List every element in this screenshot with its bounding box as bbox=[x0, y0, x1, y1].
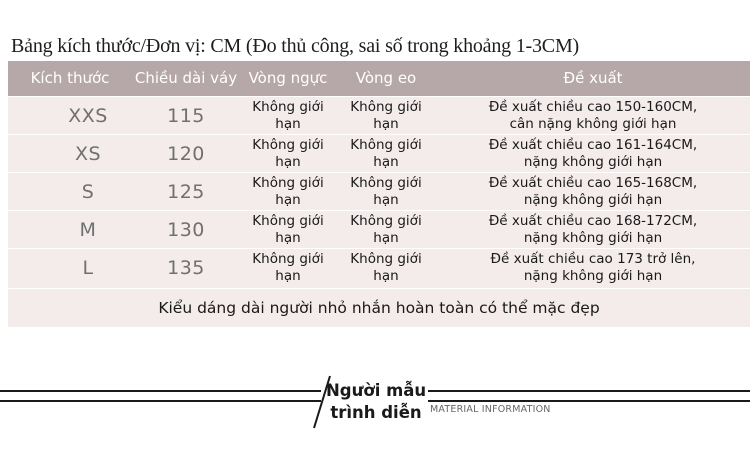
size-value: XS bbox=[74, 142, 102, 165]
table-header bbox=[8, 61, 750, 96]
length-value: 115 bbox=[167, 104, 205, 127]
section-heading-line2: trình diễn bbox=[330, 403, 422, 422]
header-dress-length: Chiều dài váy bbox=[134, 69, 238, 87]
waist-value: Không giới hạn bbox=[350, 213, 422, 246]
size-value: M bbox=[79, 218, 97, 241]
recommendation-value: Đề xuất chiều cao 150-160CM, cân nặng không giới hạn bbox=[488, 99, 698, 132]
bust-value: Không giới hạn bbox=[252, 137, 324, 170]
size-value: L bbox=[82, 256, 94, 279]
divider-right bbox=[428, 390, 750, 402]
table-row bbox=[8, 96, 750, 135]
divider-left bbox=[0, 390, 321, 402]
length-value: 130 bbox=[167, 218, 205, 241]
recommendation-value: Đề xuất chiều cao 168-172CM, nặng không giới hạn bbox=[488, 213, 698, 246]
recommendation-value: Đề xuất chiều cao 173 trở lên, nặng không giới hạn bbox=[490, 251, 696, 284]
table-note: Kiểu dáng dài người nhỏ nhắn hoàn toàn có thể mặc đẹp bbox=[8, 288, 750, 328]
size-value: XXS bbox=[68, 104, 108, 127]
waist-value: Không giới hạn bbox=[350, 251, 422, 284]
header-recommendation: Đề xuất bbox=[563, 69, 623, 87]
bust-value: Không giới hạn bbox=[252, 213, 324, 246]
header-size: Kích thước bbox=[30, 69, 110, 87]
length-value: 125 bbox=[167, 180, 205, 203]
table-row bbox=[8, 210, 750, 249]
section-heading-line1: Người mẫu bbox=[326, 381, 427, 400]
table-row bbox=[8, 172, 750, 211]
size-value: S bbox=[81, 180, 95, 203]
header-bust: Vòng ngực bbox=[248, 69, 328, 87]
waist-value: Không giới hạn bbox=[350, 175, 422, 208]
length-value: 135 bbox=[167, 256, 205, 279]
section-heading bbox=[326, 380, 426, 424]
bust-value: Không giới hạn bbox=[252, 99, 324, 132]
table-row bbox=[8, 134, 750, 173]
length-value: 120 bbox=[167, 142, 205, 165]
recommendation-value: Đề xuất chiều cao 165-168CM, nặng không giới hạn bbox=[488, 175, 698, 208]
header-waist: Vòng eo bbox=[355, 69, 417, 87]
size-chart-title: Bảng kích thước/Đơn vị: CM (Đo thủ công, sai số trong khoảng 1-3CM) bbox=[11, 35, 579, 57]
bust-value: Không giới hạn bbox=[252, 175, 324, 208]
recommendation-value: Đề xuất chiều cao 161-164CM, nặng không giới hạn bbox=[488, 137, 698, 170]
waist-value: Không giới hạn bbox=[350, 137, 422, 170]
section-subtitle: MATERIAL INFORMATION bbox=[430, 404, 551, 415]
size-table bbox=[8, 61, 750, 327]
waist-value: Không giới hạn bbox=[350, 99, 422, 132]
table-row bbox=[8, 248, 750, 287]
bust-value: Không giới hạn bbox=[252, 251, 324, 284]
